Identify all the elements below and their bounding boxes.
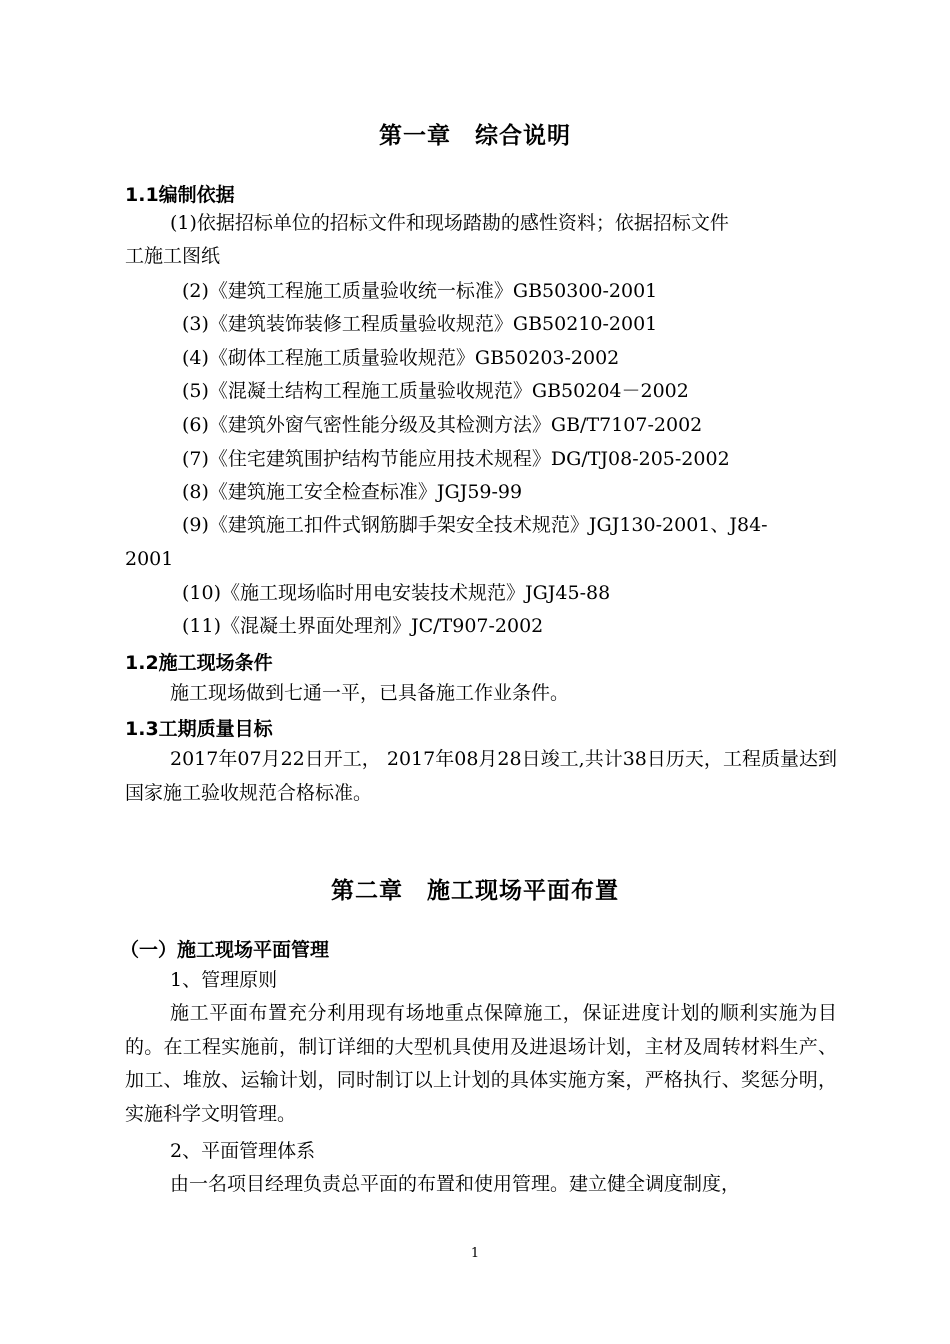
section-1-1-heading: 1.1编制依据 xyxy=(125,184,235,206)
intro-line-2: 工施工图纸 xyxy=(125,245,221,267)
reference-item: (4)《砌体工程施工质量验收规范》GB50203-2002 xyxy=(182,347,620,369)
reference-item: (6)《建筑外窗气密性能分级及其检测方法》GB/T7107-2002 xyxy=(182,414,703,436)
management-system-paragraph: 由一名项目经理负责总平面的布置和使用管理。建立健全调度制度， xyxy=(170,1173,741,1195)
chapter2-title: 第二章 施工现场平面布置 xyxy=(331,878,619,904)
management-principle-paragraph: 施工平面布置充分利用现有场地重点保障施工，保证进度计划的顺利实施为目的。在工程实施前，制订详细的大型机具使用及进退场计划，主材及周转材料生产、加工、堆放、运输计划，同时制订以上计划的具体实施方案，严格执行、奖惩分明，实施科学文明管理。 xyxy=(125,1002,837,1125)
intro-line-1: (1)依据招标单位的招标文件和现场踏勘的感性资料；依据招标文件 xyxy=(170,212,729,234)
reference-item: (2)《建筑工程施工质量验收统一标准》GB50300-2001 xyxy=(182,280,658,302)
reference-item: (8)《建筑施工安全检查标准》JGJ59-99 xyxy=(182,481,523,503)
chapter1-title: 第一章 综合说明 xyxy=(379,123,571,149)
section-one-heading: （一）施工现场平面管理 xyxy=(120,939,330,961)
subheading-management-system: 2、平面管理体系 xyxy=(170,1140,316,1162)
reference-item: (5)《混凝土结构工程施工质量验收规范》GB50204－2002 xyxy=(182,380,689,402)
reference-item-9-line-1: (9)《建筑施工扣件式钢筋脚手架安全技术规范》JGJ130-2001、J84- xyxy=(182,514,768,536)
section-1-3-paragraph: 2017年07月22日开工， 2017年08月28日竣工,共计38日历天，工程质量达到国家施工验收规范合格标准。 xyxy=(125,748,837,804)
reference-item: (7)《住宅建筑围护结构节能应用技术规程》DG/TJ08-205-2002 xyxy=(182,448,730,470)
reference-item-9-line-2: 2001 xyxy=(125,548,174,570)
reference-item: (3)《建筑装饰装修工程质量验收规范》GB50210-2001 xyxy=(182,313,658,335)
reference-item-11: (11)《混凝土界面处理剂》JC/T907-2002 xyxy=(182,615,544,637)
page-number: 1 xyxy=(470,1246,480,1261)
reference-item-10: (10)《施工现场临时用电安装技术规范》JGJ45-88 xyxy=(182,582,611,604)
section-1-2-text: 施工现场做到七通一平，已具备施工作业条件。 xyxy=(170,682,570,704)
section-1-2-heading: 1.2施工现场条件 xyxy=(125,652,273,674)
subheading-management-principle: 1、管理原则 xyxy=(170,969,278,991)
section-1-3-heading: 1.3工期质量目标 xyxy=(125,718,273,740)
